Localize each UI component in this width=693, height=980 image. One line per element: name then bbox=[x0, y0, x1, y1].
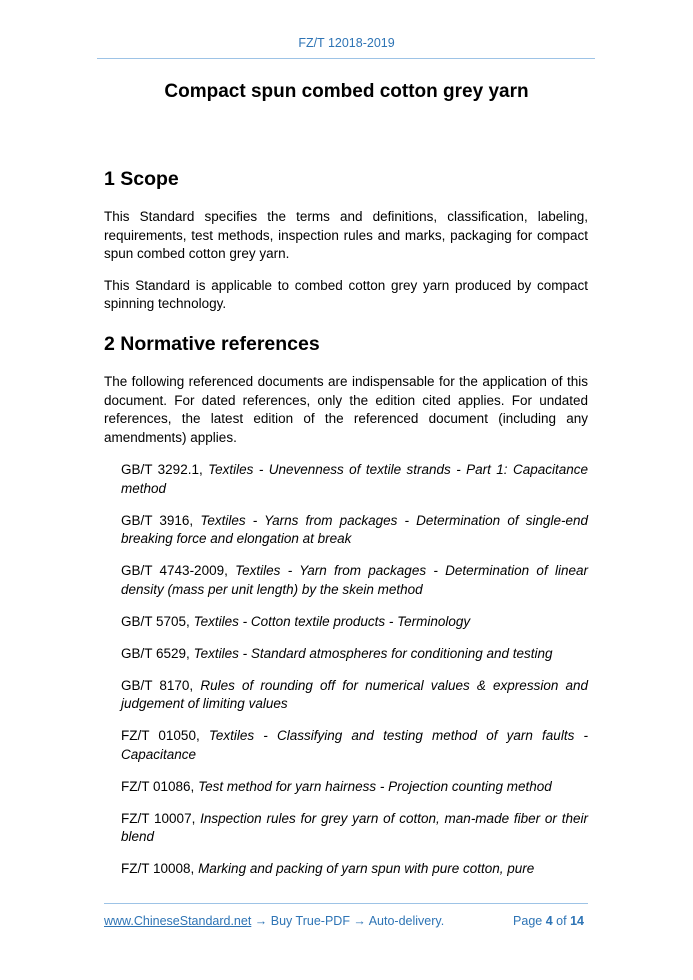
reference-title: Textiles - Unevenness of textile strands - Part 1: Capacitance method bbox=[121, 462, 588, 496]
reference-title: Marking and packing of yarn spun with pure cotton, pure bbox=[198, 861, 535, 877]
scope-paragraph-2: This Standard is applicable to combed cotton grey yarn produced by compact spinning technology. bbox=[104, 277, 588, 312]
reference-code: GB/T 4743-2009, bbox=[121, 563, 228, 579]
reference-code: GB/T 3916, bbox=[121, 512, 194, 528]
footer-divider bbox=[104, 903, 588, 904]
site-link[interactable]: www.ChineseStandard.net bbox=[104, 914, 252, 928]
reference-item bbox=[121, 810, 588, 847]
reference-title: Textiles - Standard atmospheres for conditioning and testing bbox=[193, 645, 553, 661]
reference-code: FZ/T 10008, bbox=[121, 861, 195, 877]
footer bbox=[104, 914, 588, 928]
reference-title: Textiles - Yarn from packages - Determination of linear density (mass per unit length) by the skein method bbox=[121, 563, 588, 597]
page-total: 14 bbox=[570, 914, 584, 928]
section-2-heading: 2 Normative references bbox=[104, 332, 320, 355]
document-title: Compact spun combed cotton grey yarn bbox=[164, 81, 529, 102]
reference-title: Textiles - Yarns from packages - Determination of single-end breaking force and elongation at break bbox=[121, 512, 588, 547]
reference-item bbox=[121, 461, 588, 498]
reference-title: Textiles - Classifying and testing method of yarn faults - Capacitance bbox=[121, 728, 588, 762]
document-body bbox=[104, 168, 588, 892]
reference-code: GB/T 6529, bbox=[121, 645, 190, 661]
footer-tagline: → Buy True-PDF → Auto-delivery. bbox=[254, 914, 445, 928]
reference-title: Test method for yarn hairness - Projection counting method bbox=[198, 778, 552, 794]
reference-item bbox=[121, 778, 588, 797]
reference-code: GB/T 5705, bbox=[121, 613, 190, 629]
scope-paragraph-1: This Standard specifies the terms and definitions, classification, labeling, requirements, test methods, inspection rules and marks, packaging for compact spun combed cotton grey yarn. bbox=[104, 209, 588, 262]
reference-item bbox=[121, 677, 588, 714]
reference-code: FZ/T 01086, bbox=[121, 778, 195, 794]
reference-code: FZ/T 10007, bbox=[121, 810, 196, 826]
reference-code: FZ/T 01050, bbox=[121, 728, 200, 744]
reference-item bbox=[121, 562, 588, 599]
section-1-heading: 1 Scope bbox=[104, 168, 179, 190]
page-label: Page bbox=[513, 914, 543, 928]
page-of: of bbox=[556, 914, 567, 928]
reference-item bbox=[121, 613, 588, 632]
reference-title: Textiles - Cotton textile products - Terminology bbox=[193, 613, 471, 629]
reference-item bbox=[121, 512, 588, 549]
reference-item bbox=[121, 727, 588, 764]
reference-code: GB/T 3292.1, bbox=[121, 462, 203, 478]
normative-intro-paragraph: The following referenced documents are indispensable for the application of this document. For dated references, only the edition cited applies. For undated references, the latest edition of the referenced document (including any amendments) applies. bbox=[104, 374, 588, 445]
reference-item bbox=[121, 645, 588, 664]
header-divider bbox=[97, 58, 595, 59]
page-current: 4 bbox=[545, 914, 553, 928]
reference-code: GB/T 8170, bbox=[121, 677, 194, 693]
header-standard-code: FZ/T 12018-2019 bbox=[298, 36, 395, 50]
page-indicator bbox=[513, 914, 584, 928]
reference-item bbox=[121, 860, 588, 879]
reference-title: Inspection rules for grey yarn of cotton, man-made fiber or their blend bbox=[121, 810, 588, 845]
reference-title: Rules of rounding off for numerical values & expression and judgement of limiting values bbox=[121, 677, 588, 712]
